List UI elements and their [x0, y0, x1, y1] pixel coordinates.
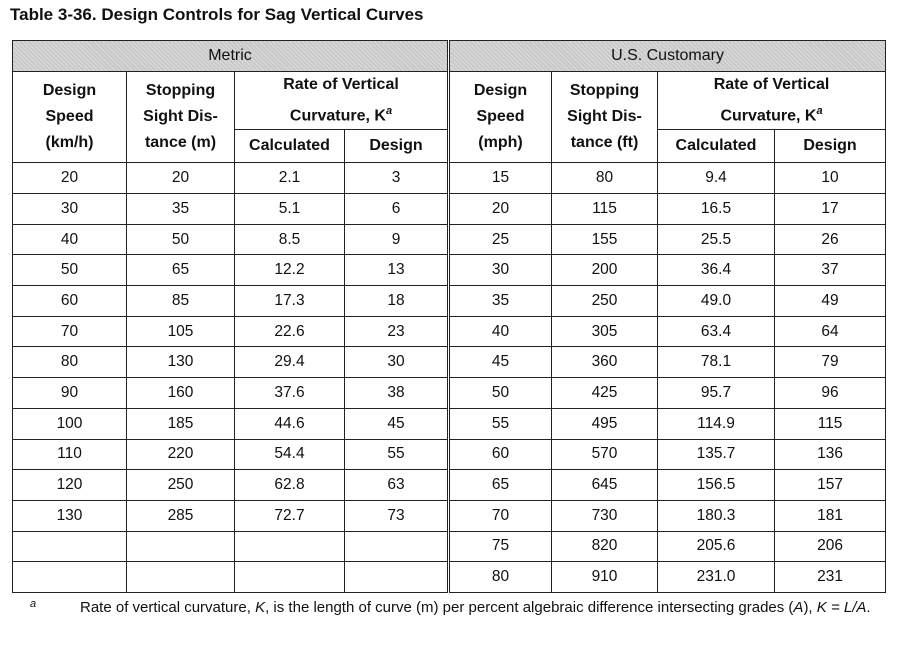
table-row [13, 347, 886, 378]
cell-u-calc: 205.6 [658, 531, 775, 562]
design-controls-table [12, 40, 886, 593]
cell-u-design: 37 [775, 255, 886, 286]
table-row [13, 470, 886, 501]
cell-u-design: 17 [775, 194, 886, 225]
cell-m-speed: 130 [13, 500, 127, 531]
cell-u-speed: 40 [449, 316, 552, 347]
footnote-mark: a [30, 598, 37, 610]
metric-design-header: Design [345, 130, 449, 163]
cell-m-calc: 62.8 [235, 470, 345, 501]
cell-u-ssd: 80 [552, 163, 658, 194]
cell-m-ssd: 130 [127, 347, 235, 378]
cell-u-ssd: 155 [552, 224, 658, 255]
cell-u-ssd: 250 [552, 286, 658, 317]
cell-u-speed: 80 [449, 562, 552, 593]
cell-u-ssd: 115 [552, 194, 658, 225]
cell-u-ssd: 730 [552, 500, 658, 531]
cell-u-ssd: 200 [552, 255, 658, 286]
cell-u-speed: 15 [449, 163, 552, 194]
cell-u-calc: 36.4 [658, 255, 775, 286]
us-design-header: Design [775, 130, 886, 163]
cell-m-speed: 20 [13, 163, 127, 194]
cell-m-calc: 54.4 [235, 439, 345, 470]
cell-m-ssd [127, 562, 235, 593]
cell-u-calc: 16.5 [658, 194, 775, 225]
cell-u-design: 96 [775, 378, 886, 409]
cell-m-speed [13, 562, 127, 593]
cell-u-calc: 231.0 [658, 562, 775, 593]
cell-u-calc: 25.5 [658, 224, 775, 255]
cell-m-design [345, 531, 449, 562]
cell-u-ssd: 425 [552, 378, 658, 409]
cell-m-speed: 110 [13, 439, 127, 470]
cell-m-calc: 37.6 [235, 378, 345, 409]
cell-u-speed: 30 [449, 255, 552, 286]
table-row [13, 163, 886, 194]
table-row [13, 439, 886, 470]
cell-u-design: 231 [775, 562, 886, 593]
table-row [13, 255, 886, 286]
cell-m-design: 6 [345, 194, 449, 225]
cell-u-ssd: 360 [552, 347, 658, 378]
cell-u-speed: 20 [449, 194, 552, 225]
cell-u-design: 79 [775, 347, 886, 378]
cell-u-speed: 60 [449, 439, 552, 470]
table-row [13, 194, 886, 225]
cell-u-design: 10 [775, 163, 886, 194]
cell-m-calc: 5.1 [235, 194, 345, 225]
cell-m-calc [235, 531, 345, 562]
cell-u-calc: 63.4 [658, 316, 775, 347]
table-row [13, 378, 886, 409]
cell-m-design: 38 [345, 378, 449, 409]
cell-m-calc [235, 562, 345, 593]
cell-m-design: 3 [345, 163, 449, 194]
cell-u-speed: 75 [449, 531, 552, 562]
cell-m-speed: 70 [13, 316, 127, 347]
table-row [13, 531, 886, 562]
cell-m-design [345, 562, 449, 593]
cell-u-ssd: 645 [552, 470, 658, 501]
cell-m-calc: 22.6 [235, 316, 345, 347]
cell-m-ssd: 285 [127, 500, 235, 531]
cell-u-calc: 9.4 [658, 163, 775, 194]
table-row [13, 500, 886, 531]
cell-m-speed [13, 531, 127, 562]
cell-u-calc: 49.0 [658, 286, 775, 317]
cell-u-ssd: 570 [552, 439, 658, 470]
cell-u-ssd: 910 [552, 562, 658, 593]
us-calculated-header: Calculated [658, 130, 775, 163]
cell-m-design: 23 [345, 316, 449, 347]
cell-m-ssd [127, 531, 235, 562]
cell-u-calc: 135.7 [658, 439, 775, 470]
footnote-text: Rate of vertical curvature, K, is the length of curve (m) per percent algebraic difference intersecting grades (A), K = L/A. [80, 599, 871, 616]
cell-m-ssd: 85 [127, 286, 235, 317]
cell-u-calc: 156.5 [658, 470, 775, 501]
cell-u-calc: 180.3 [658, 500, 775, 531]
cell-m-ssd: 160 [127, 378, 235, 409]
cell-u-calc: 78.1 [658, 347, 775, 378]
cell-u-design: 157 [775, 470, 886, 501]
cell-u-ssd: 305 [552, 316, 658, 347]
cell-m-design: 18 [345, 286, 449, 317]
table-row [13, 224, 886, 255]
cell-m-design: 45 [345, 408, 449, 439]
us-rate-header: Rate of Vertical Curvature, $K^a$ [658, 72, 886, 130]
cell-u-speed: 70 [449, 500, 552, 531]
cell-u-speed: 25 [449, 224, 552, 255]
cell-m-ssd: 35 [127, 194, 235, 225]
cell-m-ssd: 250 [127, 470, 235, 501]
cell-m-design: 73 [345, 500, 449, 531]
cell-u-speed: 55 [449, 408, 552, 439]
cell-m-calc: 29.4 [235, 347, 345, 378]
cell-u-design: 64 [775, 316, 886, 347]
table-row [13, 562, 886, 593]
cell-m-speed: 30 [13, 194, 127, 225]
table-row [13, 408, 886, 439]
cell-m-design: 55 [345, 439, 449, 470]
cell-m-calc: 44.6 [235, 408, 345, 439]
cell-m-calc: 8.5 [235, 224, 345, 255]
us-design-speed-header: Design Speed (mph) [449, 72, 552, 163]
us-group-header: U.S. Customary [449, 41, 886, 72]
metric-ssd-header: Stopping Sight Dis- tance (m) [127, 72, 235, 163]
cell-u-design: 181 [775, 500, 886, 531]
cell-m-design: 9 [345, 224, 449, 255]
cell-u-speed: 65 [449, 470, 552, 501]
cell-m-calc: 72.7 [235, 500, 345, 531]
cell-m-ssd: 65 [127, 255, 235, 286]
cell-m-ssd: 105 [127, 316, 235, 347]
cell-m-speed: 100 [13, 408, 127, 439]
metric-calculated-header: Calculated [235, 130, 345, 163]
cell-u-calc: 114.9 [658, 408, 775, 439]
cell-m-speed: 90 [13, 378, 127, 409]
us-ssd-header: Stopping Sight Dis- tance (ft) [552, 72, 658, 163]
cell-m-speed: 60 [13, 286, 127, 317]
cell-m-speed: 40 [13, 224, 127, 255]
cell-m-speed: 120 [13, 470, 127, 501]
cell-u-design: 26 [775, 224, 886, 255]
table-row [13, 286, 886, 317]
cell-m-design: 63 [345, 470, 449, 501]
cell-u-design: 49 [775, 286, 886, 317]
cell-m-speed: 50 [13, 255, 127, 286]
cell-u-ssd: 820 [552, 531, 658, 562]
cell-m-calc: 17.3 [235, 286, 345, 317]
cell-m-design: 13 [345, 255, 449, 286]
table-body [13, 163, 886, 593]
cell-m-design: 30 [345, 347, 449, 378]
cell-u-design: 115 [775, 408, 886, 439]
page-title: Table 3-36. Design Controls for Sag Vertical Curves [10, 5, 424, 24]
table-row [13, 316, 886, 347]
cell-m-ssd: 50 [127, 224, 235, 255]
cell-m-ssd: 220 [127, 439, 235, 470]
metric-group-header: Metric [13, 41, 449, 72]
metric-design-speed-header: Design Speed (km/h) [13, 72, 127, 163]
cell-u-speed: 35 [449, 286, 552, 317]
cell-u-speed: 50 [449, 378, 552, 409]
metric-rate-header: Rate of Vertical Curvature, $K^a$ [235, 72, 449, 130]
cell-u-speed: 45 [449, 347, 552, 378]
cell-u-design: 136 [775, 439, 886, 470]
cell-m-calc: 2.1 [235, 163, 345, 194]
cell-u-design: 206 [775, 531, 886, 562]
cell-m-ssd: 185 [127, 408, 235, 439]
cell-u-ssd: 495 [552, 408, 658, 439]
cell-m-speed: 80 [13, 347, 127, 378]
cell-u-calc: 95.7 [658, 378, 775, 409]
cell-m-ssd: 20 [127, 163, 235, 194]
cell-m-calc: 12.2 [235, 255, 345, 286]
